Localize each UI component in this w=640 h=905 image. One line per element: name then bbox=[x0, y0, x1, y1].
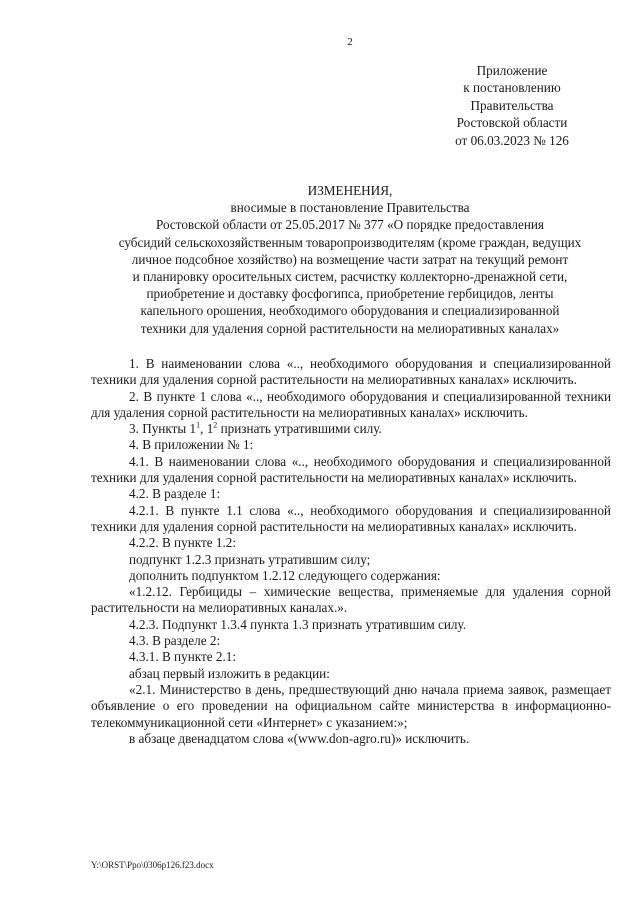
appendix-line: к постановлению bbox=[463, 80, 561, 96]
document-title bbox=[82, 182, 618, 337]
title-heading: ИЗМЕНЕНИЯ, bbox=[307, 183, 393, 198]
paragraph-2: 2. В пункте 1 слова «.., необходимого оборудования и специализированной техники для удаления сорной растительности на мелиоративных каналах» исключить. bbox=[91, 388, 611, 420]
paragraph-17: в абзаце двенадцатом слова «(www.don-agro.ru)» исключить. bbox=[129, 730, 470, 746]
appendix-line: Ростовской области bbox=[456, 115, 568, 131]
title-line: и планировку оросительных систем, расчистку коллекторно-дренажной сети, bbox=[132, 269, 568, 285]
superscript: 1 bbox=[196, 420, 201, 430]
appendix-header bbox=[438, 62, 586, 149]
paragraph-4: 4. В приложении № 1: bbox=[129, 437, 254, 453]
paragraph-13: 4.3. В разделе 2: bbox=[129, 633, 221, 649]
title-line: техники для удаления сорной растительности на мелиоративных каналах» bbox=[140, 320, 560, 336]
paragraph-3 bbox=[91, 421, 611, 437]
title-line: личное подсобное хозяйство) на возмещение части затрат на текущий ремонт bbox=[131, 251, 569, 267]
title-line: Ростовской области от 25.05.2017 № 377 «О порядке предоставления bbox=[155, 217, 545, 233]
paragraph-10: дополнить подпунктом 1.2.12 следующего содержания: bbox=[129, 567, 441, 583]
paragraph-3-text: признать утратившими силу. bbox=[217, 421, 382, 437]
paragraph-12: 4.2.3. Подпункт 1.3.4 пункта 1.3 признать утратившим силу. bbox=[129, 616, 467, 632]
paragraph-3-text: , 1 bbox=[200, 421, 214, 437]
superscript: 2 bbox=[213, 420, 218, 430]
page-number: 2 bbox=[347, 36, 353, 48]
title-line: субсидий сельскохозяйственным товаропроизводителям (кроме граждан, ведущих bbox=[118, 234, 582, 250]
title-line: вносимые в постановление Правительства bbox=[230, 200, 470, 216]
file-path-footer: Y:\ORST\Ppo\0306p126.f23.docx bbox=[91, 860, 214, 870]
appendix-line: от 06.03.2023 № 126 bbox=[455, 132, 569, 148]
document-body bbox=[91, 356, 611, 747]
paragraph-1: 1. В наименовании слова «.., необходимого оборудования и специализированной техники для удаления сорной растительности на мелиоративных каналах» исключить. bbox=[91, 356, 611, 388]
paragraph-15: абзац первый изложить в редакции: bbox=[129, 665, 330, 681]
appendix-line: Правительства bbox=[470, 97, 554, 113]
paragraph-16: «2.1. Министерство в день, предшествующий дню начала приема заявок, размещает объявление о его проведении на официальном сайте министерства в информационно-телекоммуникационной сети «Интернет» с указанием:»; bbox=[91, 681, 611, 730]
paragraph-9: подпункт 1.2.3 признать утратившим силу; bbox=[129, 551, 371, 567]
title-line: капельного орошения, необходимого оборудования и специализированной bbox=[140, 303, 560, 319]
paragraph-3-text: 3. Пункты 1 bbox=[129, 421, 197, 437]
paragraph-7: 4.2.1. В пункте 1.1 слова «.., необходимого оборудования и специализированной техники для удаления сорной растительности на мелиоративных каналах» исключить. bbox=[91, 502, 611, 534]
appendix-line: Приложение bbox=[476, 63, 548, 78]
paragraph-8: 4.2.2. В пункте 1.2: bbox=[129, 535, 237, 551]
paragraph-11: «1.2.12. Гербициды – химические вещества, применяемые для удаления сорной растительности на мелиоративных каналах.». bbox=[91, 584, 611, 616]
paragraph-6: 4.2. В разделе 1: bbox=[129, 486, 221, 502]
title-line: приобретение и доставку фосфогипса, приобретение гербицидов, ленты bbox=[146, 286, 554, 302]
paragraph-14: 4.3.1. В пункте 2.1: bbox=[129, 649, 237, 665]
paragraph-5: 4.1. В наименовании слова «.., необходимого оборудования и специализированной техники для удаления сорной растительности на мелиоративных каналах» исключить. bbox=[91, 453, 611, 486]
